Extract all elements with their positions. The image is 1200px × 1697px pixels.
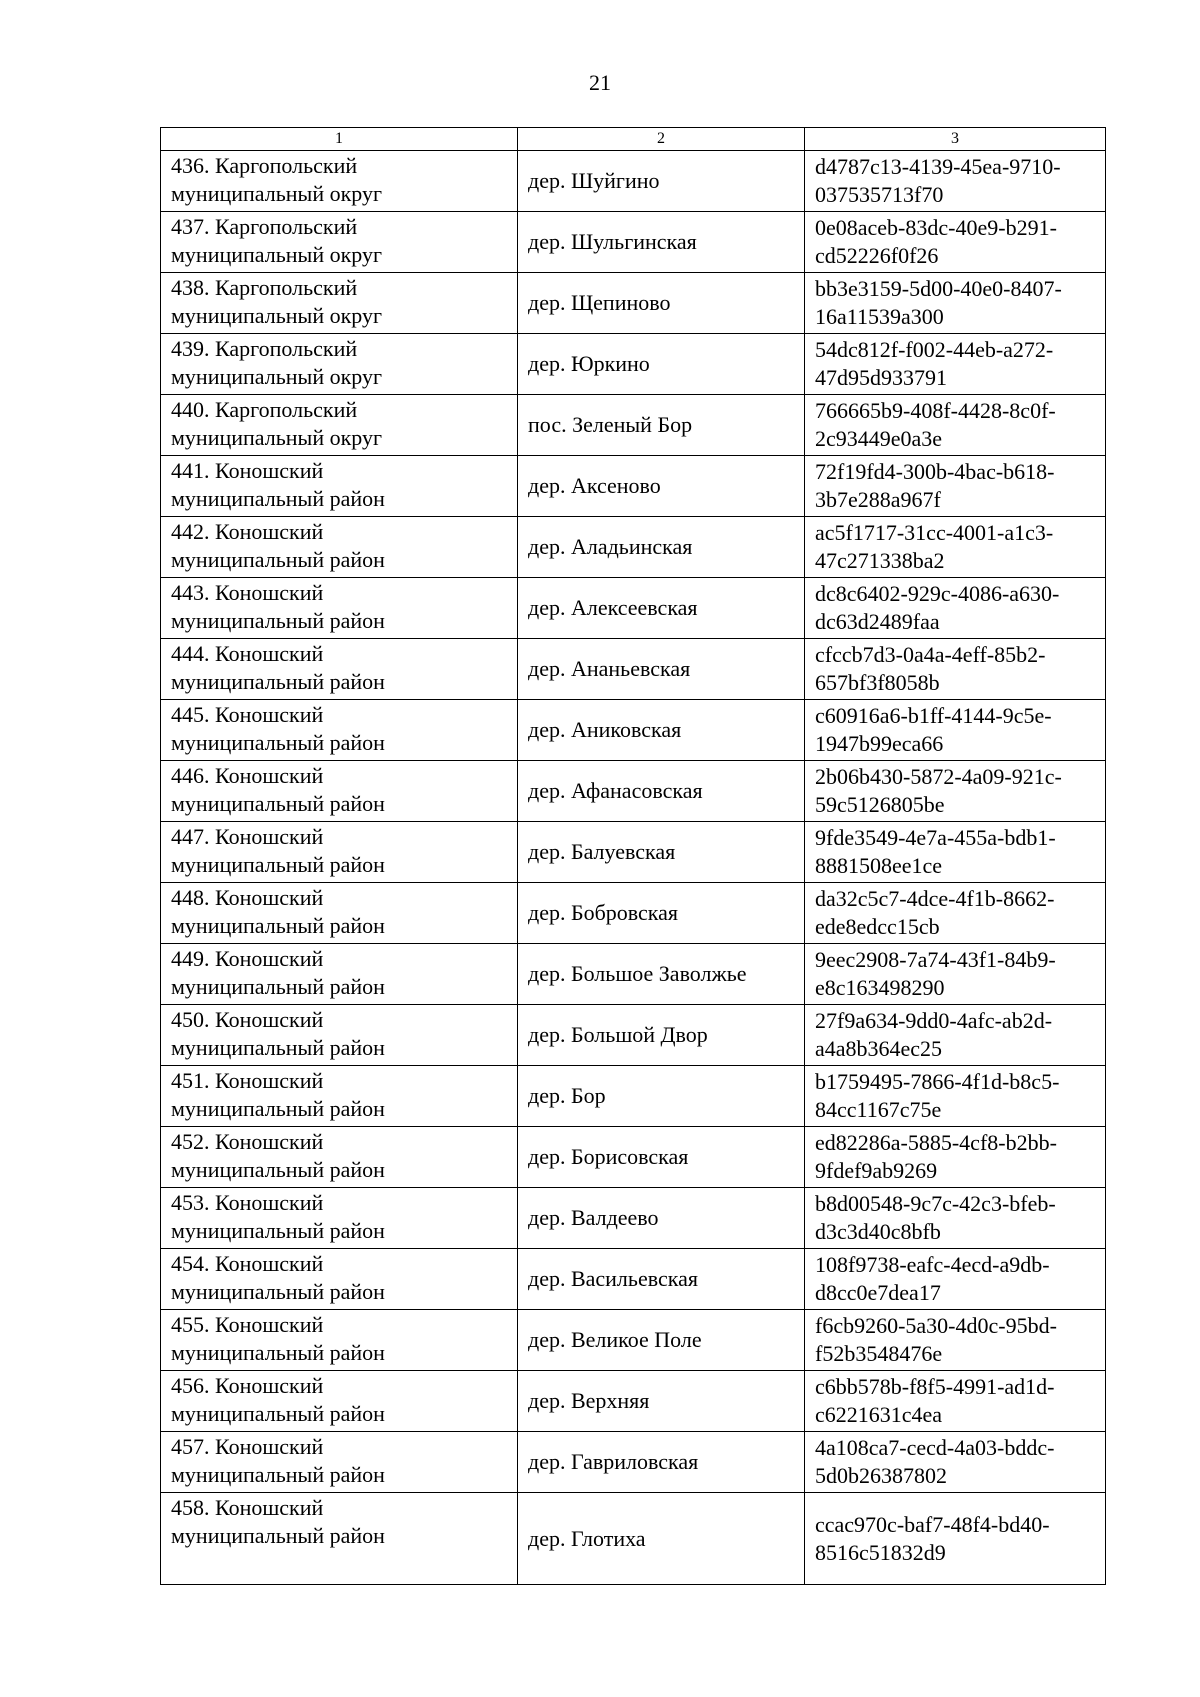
identifier-cell xyxy=(805,212,1106,273)
table-row xyxy=(161,639,1106,700)
row-number: 440. xyxy=(171,397,210,422)
district-type: муниципальный район xyxy=(171,974,385,999)
table-row xyxy=(161,883,1106,944)
identifier-cell xyxy=(805,1249,1106,1310)
district-name-line xyxy=(171,1494,507,1522)
identifier-line: dc63d2489faa xyxy=(815,609,940,634)
settlement-cell: дер. Васильевская xyxy=(518,1249,805,1310)
district-name-line xyxy=(171,1372,507,1400)
district-name-line xyxy=(171,274,507,302)
identifier-line: 8516c51832d9 xyxy=(815,1539,946,1565)
identifier-line: 1947b99eca66 xyxy=(815,731,944,756)
column-header: 2 xyxy=(518,128,805,151)
identifier-line: 54dc812f-f002-44eb-a272- xyxy=(815,337,1054,362)
identifier-cell xyxy=(805,944,1106,1005)
row-number: 458. xyxy=(171,1495,210,1520)
district-name-line xyxy=(171,1006,507,1034)
district-name: Коношский xyxy=(215,885,324,910)
district-type: муниципальный округ xyxy=(171,303,383,328)
district-type: муниципальный район xyxy=(171,1035,385,1060)
row-number: 444. xyxy=(171,641,210,666)
district-name-line xyxy=(171,1128,507,1156)
settlement-cell: дер. Бобровская xyxy=(518,883,805,944)
district-name: Коношский xyxy=(215,1495,324,1520)
district-name-line xyxy=(171,640,507,668)
table-row xyxy=(161,1432,1106,1493)
district-cell xyxy=(161,639,518,700)
identifier-line: c60916a6-b1ff-4144-9c5e- xyxy=(815,703,1052,728)
identifier-cell xyxy=(805,761,1106,822)
settlement-cell: дер. Аксеново xyxy=(518,456,805,517)
settlement-cell: дер. Бор xyxy=(518,1066,805,1127)
district-type: муниципальный район xyxy=(171,913,385,938)
identifier-line: d3c3d40c8bfb xyxy=(815,1219,941,1244)
district-cell xyxy=(161,700,518,761)
identifier-line: cd52226f0f26 xyxy=(815,243,939,268)
settlements-table xyxy=(160,127,1106,1585)
district-type: муниципальный район xyxy=(171,1462,385,1487)
district-name: Каргопольский xyxy=(215,275,358,300)
district-type: муниципальный район xyxy=(171,1096,385,1121)
settlement-cell: дер. Аниковская xyxy=(518,700,805,761)
district-type: муниципальный округ xyxy=(171,425,383,450)
district-name: Коношский xyxy=(215,946,324,971)
identifier-cell xyxy=(805,700,1106,761)
row-number: 453. xyxy=(171,1190,210,1215)
identifier-cell xyxy=(805,517,1106,578)
page-number: 21 xyxy=(589,70,611,95)
table-row xyxy=(161,212,1106,273)
identifier-cell xyxy=(805,1127,1106,1188)
district-cell xyxy=(161,1127,518,1188)
identifier-line: f6cb9260-5a30-4d0c-95bd- xyxy=(815,1313,1057,1338)
district-cell xyxy=(161,1371,518,1432)
district-name: Каргопольский xyxy=(215,397,358,422)
district-cell xyxy=(161,517,518,578)
district-cell xyxy=(161,395,518,456)
identifier-cell xyxy=(805,578,1106,639)
settlement-cell: дер. Борисовская xyxy=(518,1127,805,1188)
table-row xyxy=(161,1249,1106,1310)
settlement-cell: дер. Великое Поле xyxy=(518,1310,805,1371)
identifier-line: f52b3548476e xyxy=(815,1341,943,1366)
district-name-line xyxy=(171,884,507,912)
table-row xyxy=(161,1005,1106,1066)
identifier-line: 037535713f70 xyxy=(815,182,944,207)
row-number: 438. xyxy=(171,275,210,300)
district-name: Коношский xyxy=(215,580,324,605)
row-number: 455. xyxy=(171,1312,210,1337)
table-row xyxy=(161,1066,1106,1127)
settlement-cell: дер. Юркино xyxy=(518,334,805,395)
district-type: муниципальный район xyxy=(171,1157,385,1182)
district-cell xyxy=(161,1005,518,1066)
district-cell xyxy=(161,578,518,639)
identifier-line: ed82286a-5885-4cf8-b2bb- xyxy=(815,1130,1057,1155)
identifier-line: 657bf3f8058b xyxy=(815,670,940,695)
district-type: муниципальный округ xyxy=(171,364,383,389)
settlement-cell: дер. Балуевская xyxy=(518,822,805,883)
identifier-line: bb3e3159-5d00-40e0-8407- xyxy=(815,276,1062,301)
identifier-line: d8cc0e7dea17 xyxy=(815,1280,941,1305)
row-number: 452. xyxy=(171,1129,210,1154)
district-cell xyxy=(161,456,518,517)
identifier-line: 108f9738-eafc-4ecd-a9db- xyxy=(815,1252,1050,1277)
identifier-cell xyxy=(805,1432,1106,1493)
settlement-cell: дер. Большой Двор xyxy=(518,1005,805,1066)
district-name: Коношский xyxy=(215,1129,324,1154)
identifier-cell xyxy=(805,273,1106,334)
table-row xyxy=(161,395,1106,456)
row-number: 439. xyxy=(171,336,210,361)
settlement-cell: дер. Шульгинская xyxy=(518,212,805,273)
district-name-line xyxy=(171,213,507,241)
settlement-cell: дер. Валдеево xyxy=(518,1188,805,1249)
district-cell xyxy=(161,822,518,883)
table-row xyxy=(161,1310,1106,1371)
identifier-line: e8c163498290 xyxy=(815,975,945,1000)
row-number: 450. xyxy=(171,1007,210,1032)
identifier-line: 47d95d933791 xyxy=(815,365,947,390)
district-type: муниципальный район xyxy=(171,1340,385,1365)
identifier-cell xyxy=(805,456,1106,517)
settlement-cell: дер. Глотиха xyxy=(518,1493,805,1585)
settlement-cell: пос. Зеленый Бор xyxy=(518,395,805,456)
identifier-cell xyxy=(805,883,1106,944)
identifier-cell xyxy=(805,151,1106,212)
district-name-line xyxy=(171,335,507,363)
district-name: Коношский xyxy=(215,1312,324,1337)
district-cell xyxy=(161,944,518,1005)
district-name: Коношский xyxy=(215,458,324,483)
identifier-line: b8d00548-9c7c-42c3-bfeb- xyxy=(815,1191,1056,1216)
identifier-line: ede8edcc15cb xyxy=(815,914,940,939)
settlement-cell: дер. Щепиново xyxy=(518,273,805,334)
district-name: Каргопольский xyxy=(215,153,358,178)
district-cell xyxy=(161,334,518,395)
identifier-line: 8881508ee1ce xyxy=(815,853,943,878)
district-cell xyxy=(161,1310,518,1371)
district-name-line xyxy=(171,579,507,607)
identifier-line: 27f9a634-9dd0-4afc-ab2d- xyxy=(815,1008,1053,1033)
row-number: 451. xyxy=(171,1068,210,1093)
district-name: Каргопольский xyxy=(215,336,358,361)
row-number: 448. xyxy=(171,885,210,910)
settlement-cell: дер. Гавриловская xyxy=(518,1432,805,1493)
district-type: муниципальный район xyxy=(171,791,385,816)
district-name-line xyxy=(171,152,507,180)
identifier-line: 9eec2908-7a74-43f1-84b9- xyxy=(815,947,1056,972)
column-header: 3 xyxy=(805,128,1106,151)
table-body xyxy=(161,151,1106,1585)
district-type: муниципальный район xyxy=(171,852,385,877)
district-name-line xyxy=(171,1189,507,1217)
district-cell xyxy=(161,761,518,822)
district-type: муниципальный район xyxy=(171,1218,385,1243)
row-number: 457. xyxy=(171,1434,210,1459)
identifier-cell xyxy=(805,1493,1106,1585)
table-row xyxy=(161,700,1106,761)
identifier-line: ac5f1717-31cc-4001-a1c3- xyxy=(815,520,1054,545)
identifier-line: 9fdef9ab9269 xyxy=(815,1158,938,1183)
identifier-cell xyxy=(805,1066,1106,1127)
table-row xyxy=(161,456,1106,517)
identifier-cell xyxy=(805,334,1106,395)
district-name: Каргопольский xyxy=(215,214,358,239)
row-number: 446. xyxy=(171,763,210,788)
identifier-line: 59c5126805be xyxy=(815,792,945,817)
identifier-line: da32c5c7-4dce-4f1b-8662- xyxy=(815,886,1055,911)
identifier-cell xyxy=(805,1310,1106,1371)
table-row xyxy=(161,761,1106,822)
table-row xyxy=(161,822,1106,883)
district-type: муниципальный район xyxy=(171,608,385,633)
table-row xyxy=(161,578,1106,639)
identifier-line: 2b06b430-5872-4a09-921c- xyxy=(815,764,1062,789)
table-row xyxy=(161,1188,1106,1249)
table-header-row xyxy=(161,128,1106,151)
settlement-cell: дер. Афанасовская xyxy=(518,761,805,822)
table-row xyxy=(161,944,1106,1005)
row-number: 443. xyxy=(171,580,210,605)
table-row xyxy=(161,517,1106,578)
identifier-cell xyxy=(805,639,1106,700)
settlement-cell: дер. Ананьевская xyxy=(518,639,805,700)
identifier-line: 5d0b26387802 xyxy=(815,1463,947,1488)
row-number: 447. xyxy=(171,824,210,849)
identifier-line: a4a8b364ec25 xyxy=(815,1036,943,1061)
table-row xyxy=(161,334,1106,395)
settlement-cell: дер. Большое Заволжье xyxy=(518,944,805,1005)
identifier-line: 72f19fd4-300b-4bac-b618- xyxy=(815,459,1055,484)
identifier-line: 16a11539a300 xyxy=(815,304,944,329)
district-type: муниципальный округ xyxy=(171,181,383,206)
district-type: муниципальный район xyxy=(171,1401,385,1426)
district-name: Коношский xyxy=(215,519,324,544)
district-type: муниципальный округ xyxy=(171,242,383,267)
district-name: Коношский xyxy=(215,763,324,788)
row-number: 437. xyxy=(171,214,210,239)
row-number: 442. xyxy=(171,519,210,544)
district-name: Коношский xyxy=(215,641,324,666)
row-number: 449. xyxy=(171,946,210,971)
district-cell xyxy=(161,273,518,334)
district-cell xyxy=(161,1188,518,1249)
district-type: муниципальный район xyxy=(171,547,385,572)
table-row xyxy=(161,273,1106,334)
row-number: 456. xyxy=(171,1373,210,1398)
district-name: Коношский xyxy=(215,1373,324,1398)
district-name: Коношский xyxy=(215,1190,324,1215)
district-name-line xyxy=(171,701,507,729)
identifier-line: c6221631c4ea xyxy=(815,1402,943,1427)
identifier-line: 4a108ca7-cecd-4a03-bddc- xyxy=(815,1435,1055,1460)
district-name-line xyxy=(171,1311,507,1339)
identifier-line: ccac970c-baf7-48f4-bd40- xyxy=(815,1511,1050,1537)
row-number: 454. xyxy=(171,1251,210,1276)
table-row xyxy=(161,1371,1106,1432)
identifier-line: 9fde3549-4e7a-455a-bdb1- xyxy=(815,825,1056,850)
district-cell xyxy=(161,1432,518,1493)
identifier-line: cfccb7d3-0a4a-4eff-85b2- xyxy=(815,642,1046,667)
table-row xyxy=(161,1493,1106,1585)
table-row xyxy=(161,151,1106,212)
identifier-cell xyxy=(805,1371,1106,1432)
district-type: муниципальный район xyxy=(171,1523,385,1548)
district-cell xyxy=(161,151,518,212)
district-name: Коношский xyxy=(215,1007,324,1032)
settlement-cell: дер. Аладьинская xyxy=(518,517,805,578)
district-name-line xyxy=(171,1067,507,1095)
identifier-line: c6bb578b-f8f5-4991-ad1d- xyxy=(815,1374,1055,1399)
district-cell xyxy=(161,883,518,944)
district-name: Коношский xyxy=(215,824,324,849)
settlement-cell: дер. Верхняя xyxy=(518,1371,805,1432)
identifier-line: 766665b9-408f-4428-8c0f- xyxy=(815,398,1056,423)
identifier-line: 47c271338ba2 xyxy=(815,548,945,573)
row-number: 436. xyxy=(171,153,210,178)
district-type: муниципальный район xyxy=(171,669,385,694)
identifier-cell xyxy=(805,1005,1106,1066)
district-name-line xyxy=(171,1433,507,1461)
column-header: 1 xyxy=(161,128,518,151)
identifier-line: 0e08aceb-83dc-40e9-b291- xyxy=(815,215,1057,240)
identifier-cell xyxy=(805,395,1106,456)
identifier-line: 84cc1167c75e xyxy=(815,1097,942,1122)
district-name: Коношский xyxy=(215,702,324,727)
row-number: 441. xyxy=(171,458,210,483)
district-name-line xyxy=(171,762,507,790)
district-cell xyxy=(161,212,518,273)
district-name-line xyxy=(171,518,507,546)
identifier-cell xyxy=(805,822,1106,883)
district-name: Коношский xyxy=(215,1434,324,1459)
district-type: муниципальный район xyxy=(171,730,385,755)
identifier-line: 2c93449e0a3e xyxy=(815,426,943,451)
district-type: муниципальный район xyxy=(171,1279,385,1304)
identifier-line: b1759495-7866-4f1d-b8c5- xyxy=(815,1069,1060,1094)
district-cell xyxy=(161,1493,518,1585)
identifier-line: 3b7e288a967f xyxy=(815,487,941,512)
district-cell xyxy=(161,1249,518,1310)
identifier-line: dc8c6402-929c-4086-a630- xyxy=(815,581,1060,606)
district-type: муниципальный район xyxy=(171,486,385,511)
identifier-cell xyxy=(805,1188,1106,1249)
district-name-line xyxy=(171,457,507,485)
row-number: 445. xyxy=(171,702,210,727)
district-name-line xyxy=(171,823,507,851)
district-name: Коношский xyxy=(215,1068,324,1093)
settlement-cell: дер. Алексеевская xyxy=(518,578,805,639)
settlement-cell: дер. Шуйгино xyxy=(518,151,805,212)
identifier-line: d4787c13-4139-45ea-9710- xyxy=(815,154,1061,179)
district-cell xyxy=(161,1066,518,1127)
table-row xyxy=(161,1127,1106,1188)
district-name-line xyxy=(171,396,507,424)
district-name-line xyxy=(171,1250,507,1278)
district-name-line xyxy=(171,945,507,973)
district-name: Коношский xyxy=(215,1251,324,1276)
